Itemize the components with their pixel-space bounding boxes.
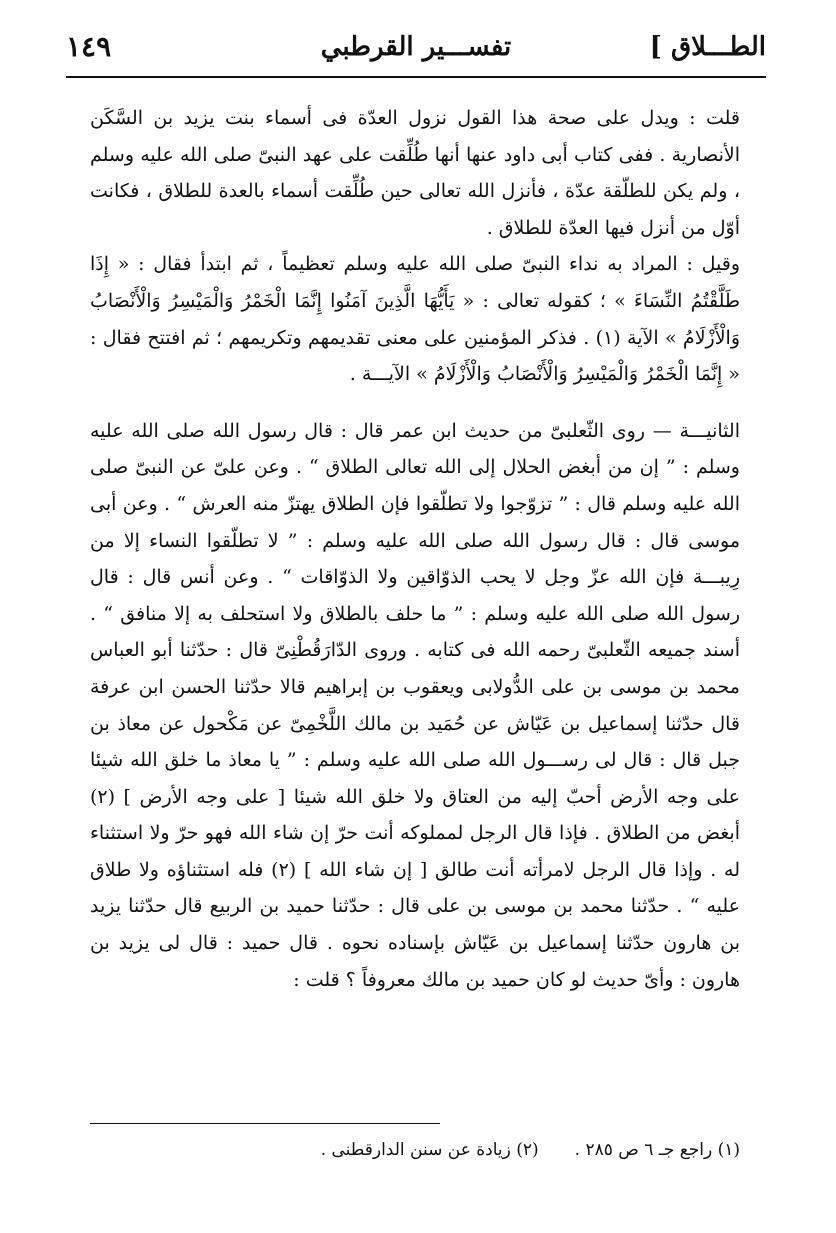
page-body — [90, 100, 740, 998]
page-number: ١٤٩ — [66, 30, 112, 63]
footnotes — [90, 1140, 740, 1160]
footnote-rule — [90, 1123, 440, 1124]
footnote-1: (١) راجع جـ ٦ ص ٢٨٥ . — [574, 1140, 740, 1160]
book-title: تفســـير القرطبي — [320, 32, 512, 62]
footnote-2: (٢) زيادة عن سنن الدارقطنى . — [320, 1140, 539, 1160]
page-header — [66, 26, 766, 78]
paragraph-2: وقيل : المراد به نداء النبىّ صلى الله عليه وسلم تعظيماً ، ثم ابتدأ فقال : « إِذَا طَلَّقْتُمُ النِّسَاءَ » ؛ كقوله تعالى : « يَأَيُّهَا الَّذِينَ آمَنُوا إِنَّمَا الْخَمْرُ وَالْمَيْسِرُ وَالْأَنْصَابُ وَالْأَزْلَامُ » الآية (١) . فذكر المؤمنين على معنى تقديمهم وتكريمهم ؛ ثم افتتح فقال : « إِنَّمَا الْخَمْرُ وَالْمَيْسِرُ وَالْأَنْصَابُ وَالْأَزْلَامُ » الآيـــة . — [90, 253, 740, 386]
paragraph-1: قلت : ويدل على صحة هذا القول نزول العدّة فى أسماء بنت يزيد بن السَّكَن الأنصارية . ففى كتاب أبى داود عنها أنها طُلِّقت على عهد النبىّ صلى الله عليه وسلم ، ولم يكن للطلّقة عدّة ، فأنزل الله تعالى حين طُلِّقت أسماء بالعدة للطلاق ، فكانت أوّل من أنزل فيها العدّة للطلاق . — [90, 107, 740, 239]
paragraph-gap — [90, 393, 740, 413]
paragraph-3: الثانيـــة — روى الثّعلبىّ من حديث ابن عمر قال : قال رسول الله صلى الله عليه وسلم : ” إن من أبغض الحلال إلى الله تعالى الطلاق “ . وعن علىّ عن النبىّ صلى الله عليه وسلم قال : ” تزوّجوا ولا تطلّقوا فإن الطلاق يهتزّ منه العرش “ . وعن أبى موسى قال : قال رسول الله صلى الله عليه وسلم : ” لا تطلّقوا النساء إلا من رِيبـــة فإن الله عزّ وجل لا يحب الذوّاقين ولا الذوّاقات “ . وعن أنس قال : قال رسول الله صلى الله عليه وسلم : ” ما حلف بالطلاق ولا استحلف به إلا منافق “ . أسند جميعه الثّعلبىّ رحمه الله فى كتابه . وروى الدّارَقُطْنِىّ قال : حدّثنا أبو العباس محمد بن موسى بن على الدُّولابى ويعقوب بن إبراهيم قالا حدّثنا الحسن ابن عرفة قال حدّثنا إسماعيل بن عَيّاش عن حُمَيد بن مالك اللَّخْمِىّ عن مَكْحول عن معاذ بن جبل قال : قال لى رســـول الله صلى الله عليه وسلم : ” يا معاذ ما خلق الله شيئا على وجه الأرض أحبّ إليه من العتاق ولا خلق الله شيئا [ على وجه الأرض ] (٢) أبغض من الطلاق . فإذا قال الرجل لمملوكه أنت حرّ إن شاء الله فهو حرّ ولا استثناء له . وإذا قال الرجل لامرأته أنت طالق [ إن شاء الله ] (٢) فله استثناؤه ولا طلاق عليه “ . حدّثنا محمد بن موسى بن على قال : حدّثنا حميد بن الربيع قال حدّثنا يزيد بن هارون حدّثنا إسماعيل بن عَيّاش بإسناده نحوه . قال حميد : قال لى يزيد بن هارون : وأىّ حديث لو كان حميد بن مالك معروفاً ؟ قلت : — [90, 419, 740, 991]
section-title: الطـــلاق ] — [649, 32, 766, 62]
